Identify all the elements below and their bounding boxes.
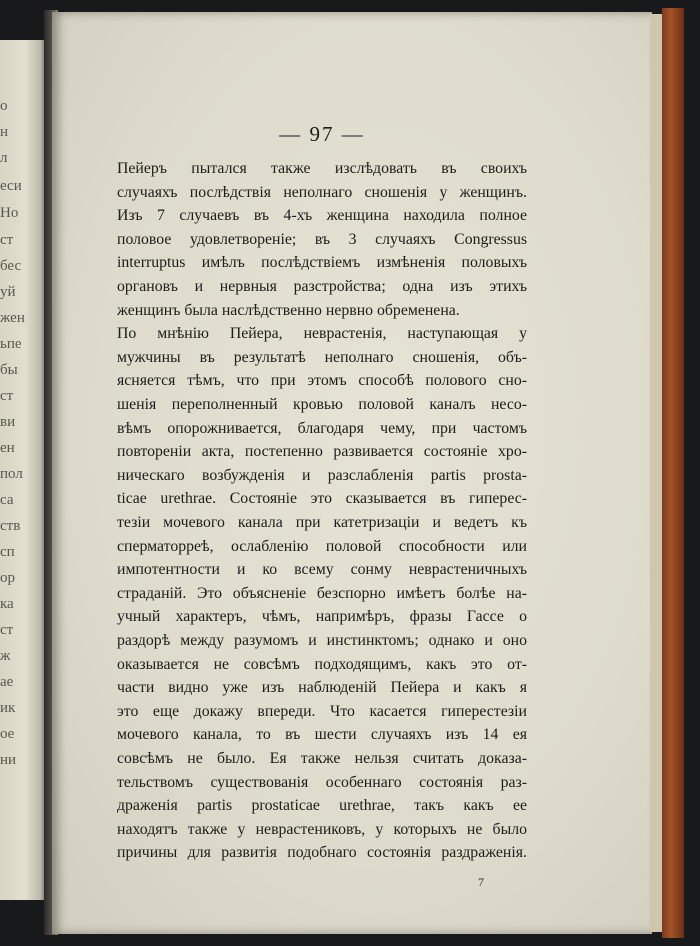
text-line: тельствомъ существованія особеннаго состоянія раз-	[117, 773, 527, 791]
text-line: По мнѣнію Пейера, неврастенія, наступающая у	[117, 325, 527, 343]
text-line: случаяхъ послѣдствія неполнаго сношенія у женщинъ.	[117, 183, 527, 201]
left-page-fragment: жен	[0, 310, 25, 326]
text-line: импотентности и ко всему сонму неврастеничныхъ	[117, 561, 527, 579]
left-page-fragment: еси	[0, 178, 22, 194]
left-page-fragment: ор	[0, 570, 15, 586]
left-page-fragment: ен	[0, 440, 15, 456]
text-line: страданій. Это объясненіе безспорно имѣетъ болѣе на-	[117, 584, 527, 602]
footer-signature: 7	[478, 875, 484, 889]
left-page-fragment: ое	[0, 726, 15, 742]
left-page-fragment: о	[0, 98, 8, 114]
left-page-fragment: бы	[0, 362, 18, 378]
text-line: ническаго возбужденія и разслабленія partis prosta-	[117, 466, 527, 484]
text-line: мочевого канала, то въ шести случаяхъ изъ 14 ея	[117, 726, 527, 744]
left-page-fragment: уй	[0, 284, 16, 300]
text-line: половое удовлетвореніе; въ 3 случаяхъ Congressus	[117, 230, 527, 248]
text-line: шенія переполненный кровью половой каналъ несо-	[117, 396, 527, 413]
left-page-fragment: ж	[0, 648, 11, 664]
text-line: совсѣмъ не было. Ея также нельзя считать доказа-	[117, 750, 527, 767]
text-line: мужчины въ результатѣ неполнаго сношенія, объ-	[117, 348, 527, 366]
text-line: оказывается не совсѣмъ подходящимъ, какъ это от-	[117, 655, 527, 673]
text-line: interruptus имѣлъ послѣдствіемъ измѣненія половыхъ	[117, 254, 527, 272]
left-page-fragment: ьпе	[0, 336, 22, 352]
left-page-edge	[0, 40, 46, 900]
text-line: драженія partis prostaticae urethrae, такъ какъ ее	[117, 797, 527, 815]
text-line: учный характеръ, чѣмъ, напримѣръ, фразы Гассе о	[117, 608, 527, 626]
text-line: органовъ и нервныя разстройства; одна изъ этихъ	[117, 278, 527, 295]
left-page-fragment: ни	[0, 752, 17, 768]
left-page-fragment: ств	[0, 518, 21, 534]
text-line: сперматорреѣ, ослабленію половой способности или	[117, 537, 527, 555]
text-line: причины для развитія подобнаго состоянія раздраженія.	[117, 844, 527, 862]
left-page-fragment: ик	[0, 700, 16, 716]
page-number: — 97 —	[279, 122, 365, 146]
text-line: Изъ 7 случаевъ въ 4-хъ женщина находила полное	[117, 207, 527, 225]
left-page-fragment: ае	[0, 674, 14, 690]
left-page-fragment: л	[0, 150, 8, 166]
text-line: это еще докажу впереди. Что касается гиперестезіи	[117, 702, 527, 720]
left-page-fragment: бес	[0, 258, 22, 274]
left-page-fragment: Но	[0, 205, 19, 221]
left-page-fragment: сп	[0, 544, 15, 560]
text-line: находятъ также у неврастениковъ, у которыхъ не было	[117, 820, 527, 838]
text-line: вѣмъ опорожнивается, благодаря чему, при частомъ	[117, 419, 527, 437]
left-page-fragment: ви	[0, 414, 16, 430]
text-line: раздорѣ между разумомъ и инстинктомъ; однако и оно	[117, 632, 527, 649]
book-cover-edge	[662, 8, 684, 938]
left-page-fragment: са	[0, 492, 14, 508]
text-line: части видно уже изъ наблюденій Пейера и какъ я	[117, 679, 527, 697]
text-line: повтореніи акта, постепенно развивается состояніе хро-	[117, 443, 527, 461]
text-line: женщинъ была наслѣдственно нервно обременена.	[117, 301, 460, 319]
left-page-fragment: ст	[0, 388, 14, 404]
left-page-fragment: ка	[0, 596, 14, 612]
text-line: Пейеръ пытался также изслѣдовать въ своихъ	[117, 160, 527, 177]
text-line: ясняется тѣмъ, что при этомъ способѣ полового сно-	[117, 372, 527, 390]
left-page-fragment: н	[0, 124, 9, 140]
left-page-fragment: ст	[0, 622, 14, 638]
text-line: тезіи мочевого канала при катетризаціи и ведетъ къ	[117, 514, 527, 531]
left-page-fragment: ст	[0, 232, 14, 248]
text-line: ticae urethrae. Состояніе это сказывается въ гиперес-	[117, 490, 527, 508]
left-page-fragment: пол	[0, 466, 23, 482]
